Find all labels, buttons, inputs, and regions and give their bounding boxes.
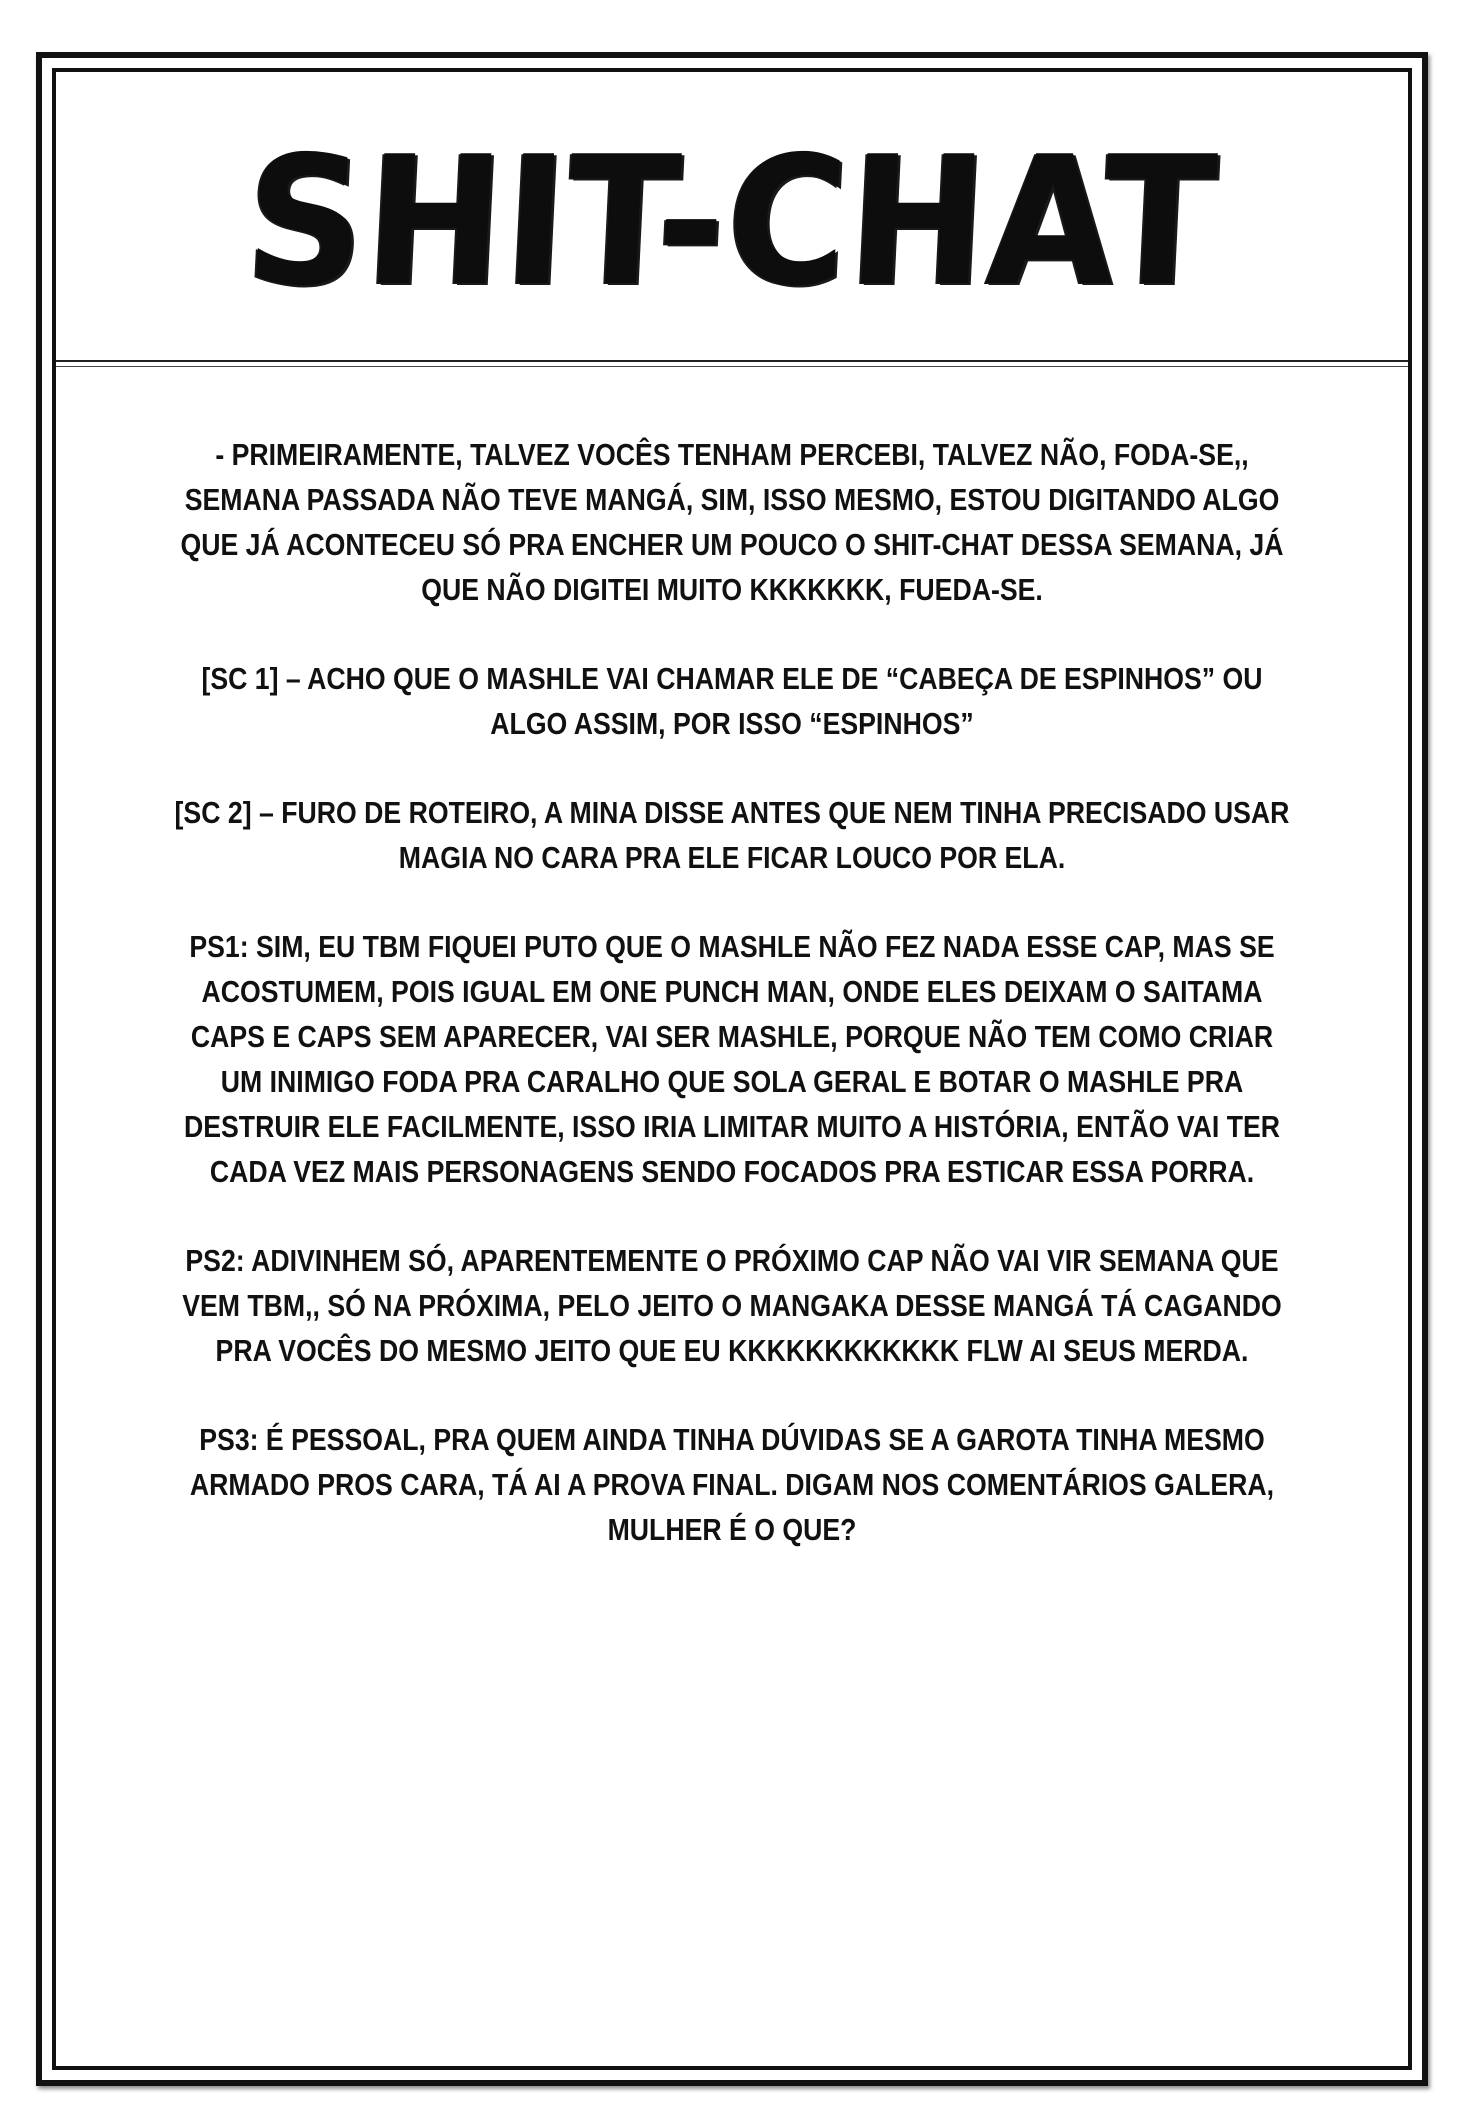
paragraph-ps3: PS3: É PESSOAL, PRA QUEM AINDA TINHA DÚVIDAS SE A GAROTA TINHA MESMO ARMADO PROS CARA, TÁ AI A PROVA FINAL. DIGAM NOS COMENTÁRIOS GALERA, MULHER É O QUE? (189, 1422, 1275, 1547)
paragraph-intro: - PRIMEIRAMENTE, TALVEZ VOCÊS TENHAM PERCEBI, TALVEZ NÃO, FODA-SE,, SEMANA PASSADA NÃO TEVE MANGÁ, SIM, ISSO MESMO, ESTOU DIGITANDO ALGO QUE JÁ ACONTECEU SÓ PRA ENCHER UM POUCO O SHIT-CHAT DESSA SEMANA, JÁ QUE NÃO DIGITEI MUITO KKKKKKK, FUEDA-SE. (180, 437, 1284, 607)
text-body (168, 432, 1296, 1596)
paragraph-ps2: PS2: ADIVINHEM SÓ, APARENTEMENTE O PRÓXIMO CAP NÃO VAI VIR SEMANA QUE VEM TBM,, SÓ NA PRÓXIMA, PELO JEITO O MANGAKA DESSE MANGÁ TÁ CAGANDO PRA VOCÊS DO MESMO JEITO QUE EU KKKKKKKKKKKK FLW AI SEUS MERDA. (182, 1243, 1282, 1368)
paragraph-ps1: PS1: SIM, EU TBM FIQUEI PUTO QUE O MASHLE NÃO FEZ NADA ESSE CAP, MAS SE ACOSTUMEM, POIS IGUAL EM ONE PUNCH MAN, ONDE ELES DEIXAM O SAITAMA CAPS E CAPS SEM APARECER, VAI SER MASHLE, PORQUE NÃO TEM COMO CRIAR UM INIMIGO FODA PRA CARALHO QUE SOLA GERAL E BOTAR O MASHLE PRA DESTRUIR ELE FACILMENTE, ISSO IRIA LIMITAR MUITO A HISTÓRIA, ENTÃO VAI TER CADA VEZ MAIS PERSONAGENS SENDO FOCADOS PRA ESTICAR ESSA PORRA. (183, 929, 1281, 1189)
title-separator (56, 360, 1408, 367)
paragraph-sc1: [SC 1] – ACHO QUE O MASHLE VAI CHAMAR ELE DE “CABEÇA DE ESPINHOS” OU ALGO ASSIM, POR ISSO “ESPINHOS” (201, 661, 1263, 741)
page-inner-frame (52, 68, 1412, 2070)
page-frame (36, 52, 1428, 2086)
paragraph-sc2: [SC 2] – FURO DE ROTEIRO, A MINA DISSE ANTES QUE NEM TINHA PRECISADO USAR MAGIA NO CARA PRA ELE FICAR LOUCO POR ELA. (174, 795, 1290, 875)
page-title: SHIT-CHAT (241, 118, 1223, 325)
title-area (56, 72, 1408, 360)
